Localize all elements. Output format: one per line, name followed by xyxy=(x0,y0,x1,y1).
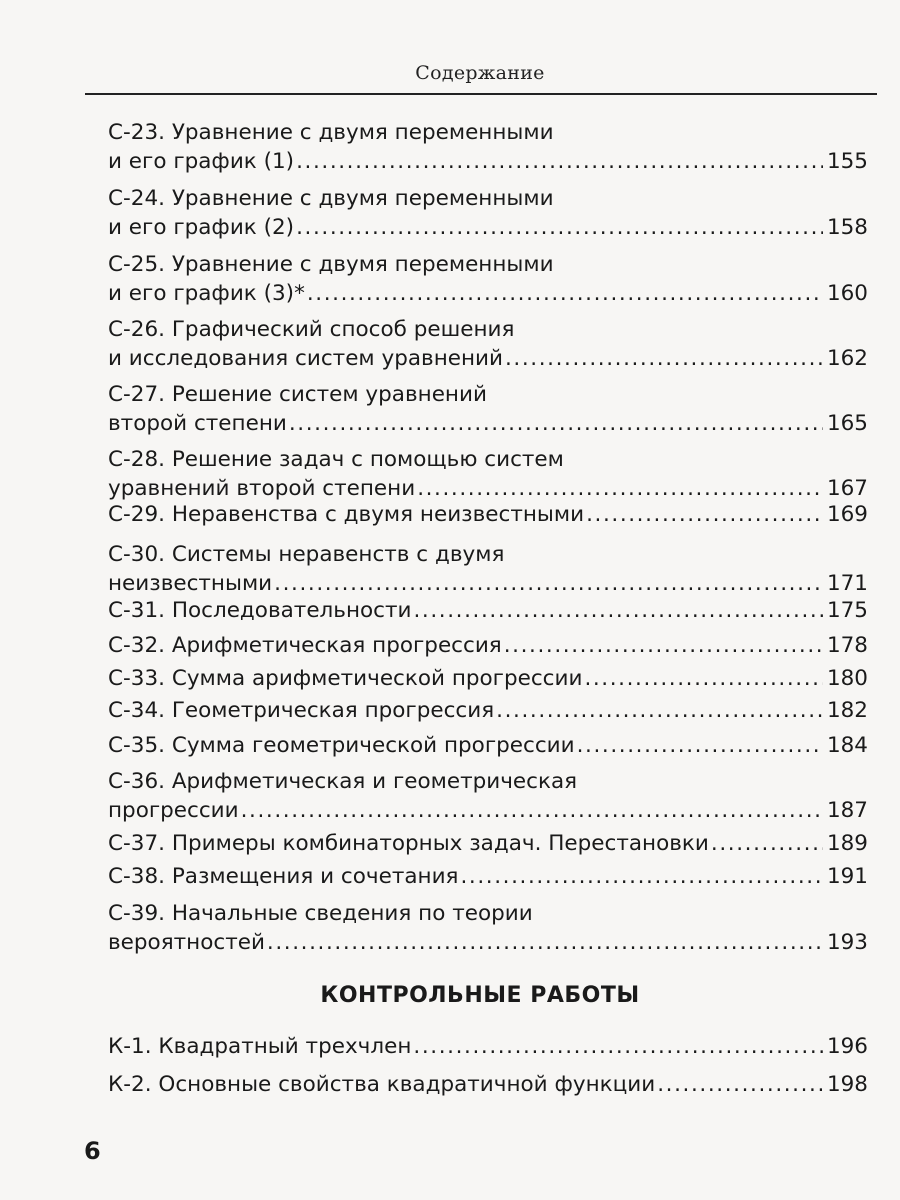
dot-leader xyxy=(505,344,823,373)
toc-entry-code: С-37. xyxy=(108,831,165,856)
dot-leader xyxy=(460,862,822,891)
toc-entry xyxy=(108,899,868,957)
toc-entry-page: 169 xyxy=(826,502,868,527)
toc-entry xyxy=(108,380,868,438)
header-rule xyxy=(85,93,877,95)
toc-entry-page: 198 xyxy=(826,1072,868,1097)
toc-entry-last-line xyxy=(108,344,868,373)
toc-entry xyxy=(108,250,868,308)
toc-entry-last-line xyxy=(108,862,868,891)
toc-entry-last-line xyxy=(108,664,868,693)
toc-entry-last-line xyxy=(108,147,868,176)
toc-entry-code: С-27. xyxy=(108,382,165,407)
dot-leader xyxy=(711,829,823,858)
dot-leader xyxy=(586,500,823,529)
toc-entry-last-line xyxy=(108,631,868,660)
toc-entry-page: 171 xyxy=(826,571,868,596)
toc-entry xyxy=(108,500,868,529)
toc-entry-code: С-32. xyxy=(108,633,165,658)
toc-entry-first-line xyxy=(108,445,868,474)
toc-entry-last-line xyxy=(108,1032,868,1061)
toc-entry-last-line xyxy=(108,596,868,625)
toc-entry-title: Последовательности xyxy=(171,598,412,623)
dot-leader xyxy=(413,596,822,625)
toc-entry-title-continued: уравнений второй степени xyxy=(108,476,416,501)
toc-entry-page: 175 xyxy=(826,598,868,623)
toc-entry-code: С-29. xyxy=(108,502,165,527)
toc-entry-title-continued: и исследования систем уравнений xyxy=(108,346,503,371)
toc-entry xyxy=(108,118,868,176)
toc-entry-title: Уравнение с двумя переменными xyxy=(171,252,554,277)
toc-entry-page: 160 xyxy=(826,281,868,306)
toc-entry-last-line xyxy=(108,731,868,760)
toc-entry-text xyxy=(108,631,502,660)
toc-entry-title-continued: второй степени xyxy=(108,411,287,436)
toc-entry xyxy=(108,829,868,858)
toc-entry-text xyxy=(108,862,458,891)
toc-entry xyxy=(108,596,868,625)
toc-entry-code: С-28. xyxy=(108,447,165,472)
toc-entry-text xyxy=(108,1032,411,1061)
toc-entry-last-line xyxy=(108,1070,868,1099)
toc-entry-title: Графический способ решения xyxy=(171,317,515,342)
toc-entry-last-line xyxy=(108,796,868,825)
toc-entry-last-line xyxy=(108,569,868,598)
toc-entry xyxy=(108,1032,868,1061)
toc-entry-last-line xyxy=(108,696,868,725)
toc-entry-title-continued: и его график (2) xyxy=(108,215,295,240)
dot-leader xyxy=(496,696,823,725)
toc-entry-title: Начальные сведения по теории xyxy=(171,901,533,926)
dot-leader xyxy=(274,569,823,598)
toc-entry-page: 155 xyxy=(826,149,868,174)
toc-entry-text xyxy=(108,596,411,625)
toc-entry-text xyxy=(108,928,265,957)
toc-entry-title: Неравенства с двумя неизвестными xyxy=(171,502,585,527)
toc-entry-page: 178 xyxy=(826,633,868,658)
dot-leader xyxy=(584,664,823,693)
dot-leader xyxy=(267,928,823,957)
toc-entry-code: С-26. xyxy=(108,317,165,342)
toc-entry-text xyxy=(108,829,709,858)
toc-entry-page: 165 xyxy=(826,411,868,436)
toc-entry-code: С-25. xyxy=(108,252,165,277)
toc-entry xyxy=(108,731,868,760)
dot-leader xyxy=(289,409,823,438)
toc-entry-page: 196 xyxy=(826,1034,868,1059)
toc-entry-title: Уравнение с двумя переменными xyxy=(171,186,554,211)
toc-entry-title-continued: и его график (3)* xyxy=(108,281,305,306)
toc-entry-code: С-36. xyxy=(108,769,165,794)
toc-entry-page: 180 xyxy=(826,666,868,691)
toc-entry-title: Размещения и сочетания xyxy=(171,864,459,889)
toc-entry xyxy=(108,315,868,373)
toc-entry-first-line xyxy=(108,380,868,409)
dot-leader xyxy=(577,731,823,760)
running-header: Содержание xyxy=(415,62,545,84)
dot-leader xyxy=(417,474,823,503)
toc-entry-first-line xyxy=(108,118,868,147)
toc-entry-page: 162 xyxy=(826,346,868,371)
toc-entry xyxy=(108,1070,868,1099)
toc-entry-code: С-23. xyxy=(108,120,165,145)
toc-entry-title-continued: прогрессии xyxy=(108,798,239,823)
toc-entry-last-line xyxy=(108,279,868,308)
toc-entry xyxy=(108,184,868,242)
toc-entry-code: С-38. xyxy=(108,864,165,889)
dot-leader xyxy=(296,147,823,176)
toc-entry-code: С-31. xyxy=(108,598,165,623)
toc-entry-first-line xyxy=(108,315,868,344)
toc-entry-title: Решение задач с помощью систем xyxy=(171,447,564,472)
toc-entry-code: К-1. xyxy=(108,1034,152,1059)
toc-entry-text xyxy=(108,569,272,598)
toc-entry-page: 184 xyxy=(826,733,868,758)
toc-entry-first-line xyxy=(108,540,868,569)
toc-entry-page: 182 xyxy=(826,698,868,723)
toc-entry-title: Сумма геометрической прогрессии xyxy=(171,733,575,758)
toc-entry xyxy=(108,664,868,693)
toc-entry-last-line xyxy=(108,474,868,503)
toc-entry xyxy=(108,696,868,725)
dot-leader xyxy=(307,279,823,308)
toc-entry-code: С-35. xyxy=(108,733,165,758)
toc-entry-page: 167 xyxy=(826,476,868,501)
toc-entry-title: Арифметическая прогрессия xyxy=(171,633,502,658)
toc-entry-text xyxy=(108,664,582,693)
toc-entry-code: С-34. xyxy=(108,698,165,723)
toc-entry-title: Арифметическая и геометрическая xyxy=(171,769,578,794)
toc-entry-first-line xyxy=(108,250,868,279)
toc-entry-page: 191 xyxy=(826,864,868,889)
toc-entry-title-continued: вероятностей xyxy=(108,930,265,955)
toc-entry-title-continued: и его график (1) xyxy=(108,149,295,174)
toc-entry-text xyxy=(108,500,584,529)
toc-entry-title: Основные свойства квадратичной функции xyxy=(158,1072,656,1097)
toc-entry-code: К-2. xyxy=(108,1072,152,1097)
toc-entry-last-line xyxy=(108,500,868,529)
toc-entry-text xyxy=(108,344,503,373)
toc-entry-text xyxy=(108,1070,655,1099)
toc-entry-last-line xyxy=(108,409,868,438)
toc-entry-first-line xyxy=(108,767,868,796)
dot-leader xyxy=(296,213,823,242)
toc-entry-title: Геометрическая прогрессия xyxy=(171,698,495,723)
toc-entry-title: Примеры комбинаторных задач. Перестановки xyxy=(171,831,709,856)
toc-entry-page: 189 xyxy=(826,831,868,856)
toc-entry-text xyxy=(108,796,239,825)
toc-entry-title: Решение систем уравнений xyxy=(171,382,487,407)
toc-entry-page: 193 xyxy=(826,930,868,955)
toc-entry-code: С-39. xyxy=(108,901,165,926)
dot-leader xyxy=(504,631,823,660)
toc-entry-title: Квадратный трехчлен xyxy=(158,1034,412,1059)
toc-entry-first-line xyxy=(108,184,868,213)
toc-entry-last-line xyxy=(108,928,868,957)
section-heading: КОНТРОЛЬНЫЕ РАБОТЫ xyxy=(320,983,640,1008)
toc-entry-last-line xyxy=(108,829,868,858)
dot-leader xyxy=(657,1070,823,1099)
toc-entry-code: С-30. xyxy=(108,542,165,567)
dot-leader xyxy=(413,1032,823,1061)
toc-entry-title-continued: неизвестными xyxy=(108,571,273,596)
toc-entry-title: Системы неравенств с двумя xyxy=(171,542,505,567)
toc-entry xyxy=(108,445,868,503)
toc-entry-text xyxy=(108,279,305,308)
toc-entry xyxy=(108,540,868,598)
toc-entry-text xyxy=(108,474,415,503)
toc-entry-text xyxy=(108,409,287,438)
toc-entry-title: Сумма арифметической прогрессии xyxy=(171,666,583,691)
toc-entry-page: 187 xyxy=(826,798,868,823)
toc-entry-text xyxy=(108,147,294,176)
toc-entry-page: 158 xyxy=(826,215,868,240)
dot-leader xyxy=(241,796,823,825)
toc-entry xyxy=(108,631,868,660)
toc-entry-first-line xyxy=(108,899,868,928)
page-number: 6 xyxy=(84,1137,101,1165)
toc-entry xyxy=(108,767,868,825)
toc-entry-code: С-33. xyxy=(108,666,165,691)
toc-entry-text xyxy=(108,696,494,725)
toc-entry-code: С-24. xyxy=(108,186,165,211)
toc-entry-title: Уравнение с двумя переменными xyxy=(171,120,554,145)
toc-entry xyxy=(108,862,868,891)
toc-entry-text xyxy=(108,731,575,760)
toc-entry-last-line xyxy=(108,213,868,242)
toc-entry-text xyxy=(108,213,294,242)
